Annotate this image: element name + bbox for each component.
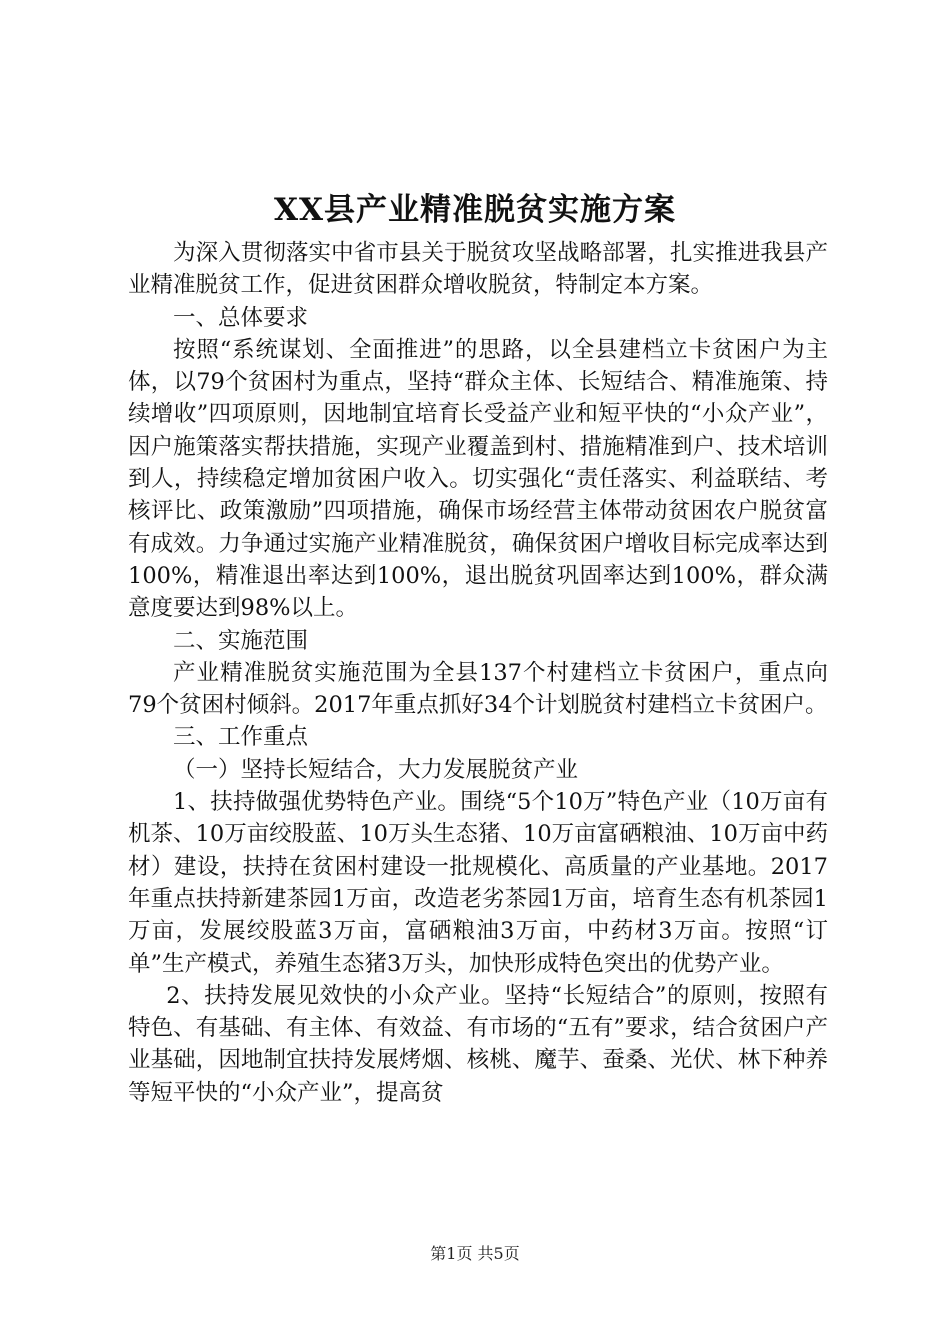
document-body (128, 237, 828, 1109)
section-heading-general-requirements: 一、总体要求 (173, 304, 309, 331)
page-footer: 第1页 共5页 (430, 1244, 520, 1263)
section-heading-key-work: 三、工作重点 (173, 724, 309, 751)
intro-paragraph: 为深入贯彻落实中省市县关于脱贫攻坚战略部署，扎实推进我县产业精准脱贫工作，促进贫困群众增收脱贫，特制定本方案。 (128, 240, 828, 299)
general-requirements-paragraph: 按照“系统谋划、全面推进”的思路，以全县建档立卡贫困户为主体，以79个贫困村为重点，坚持“群众主体、长短结合、精准施策、持续增收”四项原则，因地制宜培育长受益产业和短平快的“小众产业”，因户施策落实帮扶措施，实现产业覆盖到村、措施精准到户、技术培训到人，持续稳定增加贫困户收入。切实强化“责任落实、利益联结、考核评比、政策激励”四项措施，确保市场经营主体带动贫困农户脱贫富有成效。力争通过实施产业精准脱贫，确保贫困户增收目标完成率达到100%，精准退出率达到100%，退出脱贫巩固率达到100%，群众满意度要达到98%以上。 (128, 336, 828, 622)
subsection-heading-industry: （一）坚持长短结合，大力发展脱贫产业 (173, 756, 579, 783)
item-1-paragraph: 1、扶持做强优势特色产业。围绕“5个10万”特色产业（10万亩有机茶、10万亩绞股蓝、10万头生态猪、10万亩富硒粮油、10万亩中药材）建设，扶持在贫困村建设一批规模化、高质量的产业基地。2017年重点扶持新建茶园1万亩，改造老劣茶园1万亩，培育生态有机茶园1万亩，发展绞股蓝3万亩，富硒粮油3万亩，中药材3万亩。按照“订单”生产模式，养殖生态猪3万头，加快形成特色突出的优势产业。 (128, 789, 828, 977)
item-2-paragraph: 2、扶持发展见效快的小众产业。坚持“长短结合”的原则，按照有特色、有基础、有主体、有效益、有市场的“五有”要求，结合贫困户产业基础，因地制宜扶持发展烤烟、核桃、魔芋、蚕桑、光伏、林下种养等短平快的“小众产业”，提高贫 (128, 982, 828, 1106)
document-title: XX县产业精准脱贫实施方案 (273, 192, 677, 228)
scope-paragraph: 产业精准脱贫实施范围为全县137个村建档立卡贫困户，重点向79个贫困村倾斜。2017年重点抓好34个计划脱贫村建档立卡贫困户。 (128, 659, 828, 719)
section-heading-scope: 二、实施范围 (173, 627, 309, 654)
